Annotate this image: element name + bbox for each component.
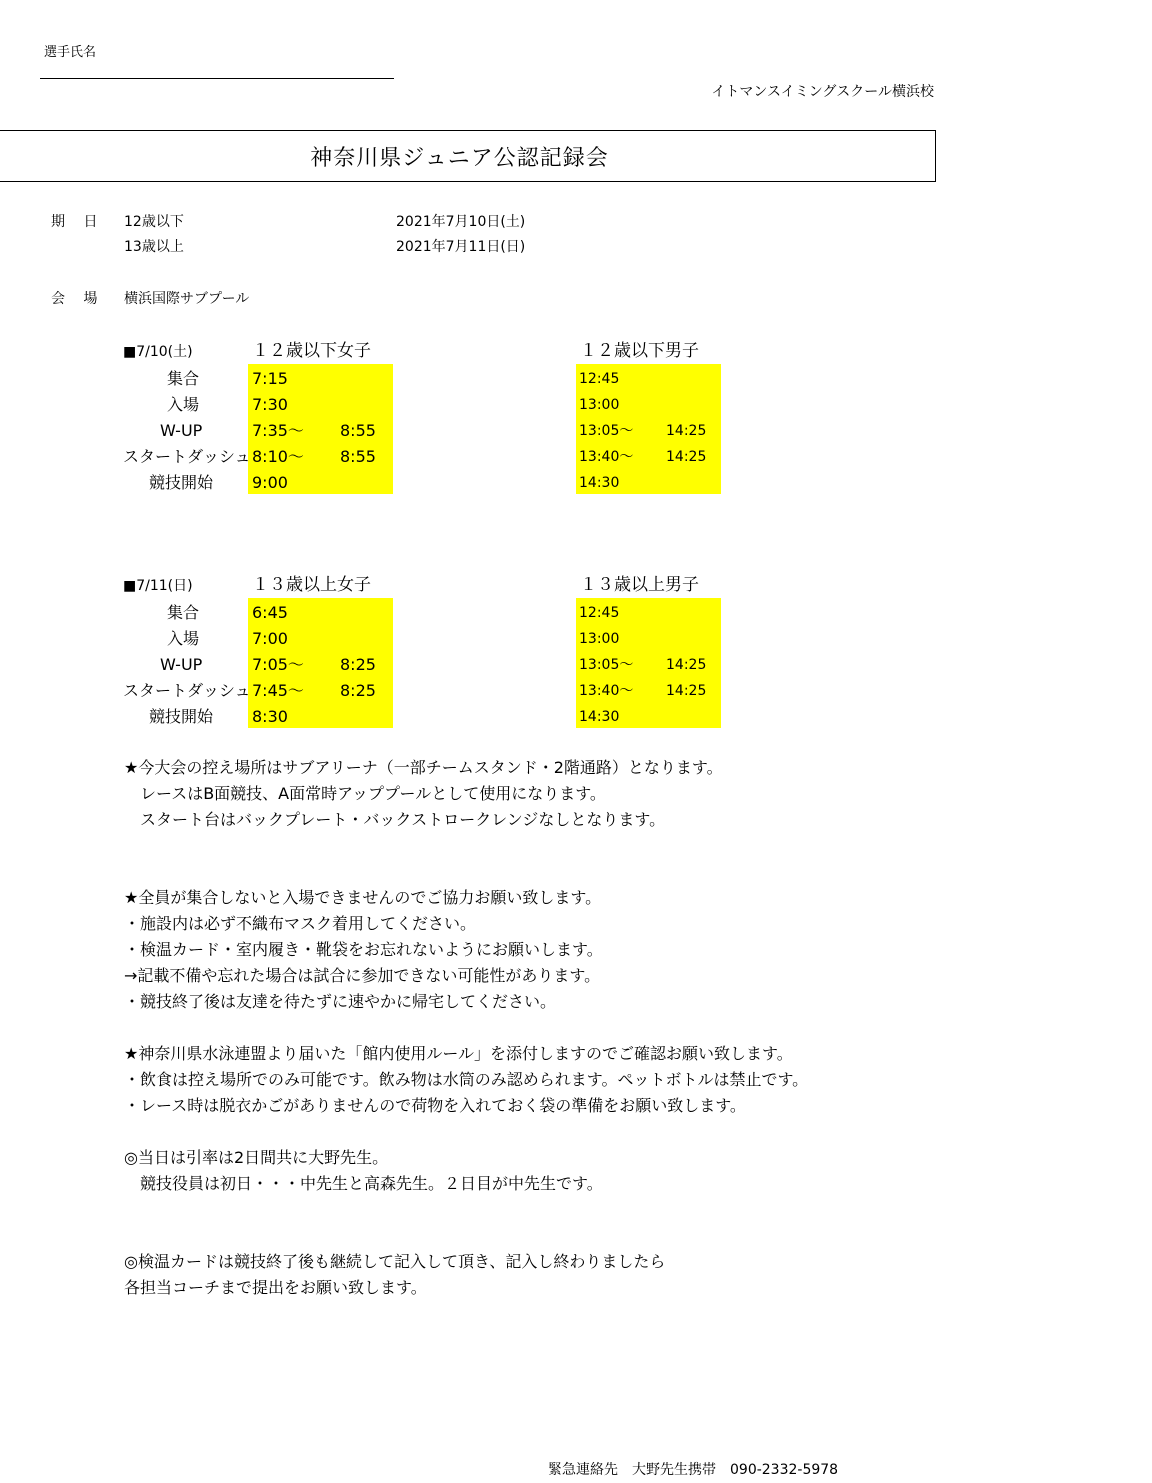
note-line: 各担当コーチまで提出をお願い致します。 xyxy=(124,1278,427,1297)
note-line: ・レース時は脱衣かごがありませんので荷物を入れておく袋の準備をお願い致します。 xyxy=(124,1096,746,1115)
day2-heading: ■7/11(日) xyxy=(123,578,193,594)
day2-row-label-race-start: 競技開始 xyxy=(149,707,214,726)
page-title: 神奈川県ジュニア公認記録会 xyxy=(310,145,609,171)
day1-left-start: 9:00 xyxy=(252,473,288,492)
day2-row-label-warmup: W-UP xyxy=(160,655,203,674)
note-line: ・競技終了後は友達を待たずに速やかに帰宅してください。 xyxy=(124,992,557,1011)
day2-left-end: 8:25 xyxy=(340,655,376,674)
day2-left-start: 8:30 xyxy=(252,707,288,726)
note-line: ・施設内は必ず不織布マスク着用してください。 xyxy=(124,914,477,933)
day1-left-start: 7:35～ xyxy=(252,421,304,440)
day2-right-end: 14:25 xyxy=(666,657,707,673)
venue-label: 会 場 xyxy=(51,291,98,307)
venue: 横浜国際サブプール xyxy=(124,291,250,307)
day1-right-start: 14:30 xyxy=(579,475,620,491)
day2-right-start: 13:40～ xyxy=(579,683,634,699)
day2-left-start: 7:00 xyxy=(252,629,288,648)
day1-right-end: 14:25 xyxy=(666,449,707,465)
day1-left-end: 8:55 xyxy=(340,447,376,466)
day1-left-start: 8:10～ xyxy=(252,447,304,466)
day1-right-start: 13:05～ xyxy=(579,423,634,439)
note-line: ・検温カード・室内履き・靴袋をお忘れないようにお願いします。 xyxy=(124,940,603,959)
day2-left-end: 8:25 xyxy=(340,681,376,700)
day1-row-label-entry: 入場 xyxy=(167,395,200,414)
day2-left-group: １３歳以上女子 xyxy=(252,575,371,595)
day1-row-label-gather: 集合 xyxy=(167,369,200,388)
day2-left-start: 7:05～ xyxy=(252,655,304,674)
note-line: ★今大会の控え場所はサブアリーナ（一部チームスタンド・2階通路）となります。 xyxy=(124,758,723,777)
note-line: →記載不備や忘れた場合は試合に参加できない可能性があります。 xyxy=(124,966,601,985)
day1-right-group: １２歳以下男子 xyxy=(580,341,699,361)
note-line: 競技役員は初日・・・中先生と高森先生。２日目が中先生です。 xyxy=(124,1174,603,1193)
note-line: ◎当日は引率は2日間共に大野先生。 xyxy=(124,1148,389,1167)
note-line: レースはB面競技、A面常時アッププールとして使用になります。 xyxy=(124,784,606,803)
day1-left-group: １２歳以下女子 xyxy=(252,341,371,361)
note-line: スタート台はバックプレート・バックストロークレンジなしとなります。 xyxy=(124,810,666,829)
date-2: 2021年7月11日(日) xyxy=(396,239,526,255)
title-box xyxy=(0,130,936,182)
note-line: ◎検温カードは競技終了後も継続して記入して頂き、記入し終わりましたら xyxy=(124,1252,666,1271)
day1-left-end: 8:55 xyxy=(340,421,376,440)
age-group-2: 13歳以上 xyxy=(124,239,184,255)
day1-row-label-race-start: 競技開始 xyxy=(149,473,214,492)
player-name-line xyxy=(40,78,394,79)
day1-right-start: 13:00 xyxy=(579,397,620,413)
note-line: ★全員が集合しないと入場できませんのでご協力お願い致します。 xyxy=(124,888,602,907)
date-1: 2021年7月10日(土) xyxy=(396,214,526,230)
day1-left-start: 7:15 xyxy=(252,369,288,388)
day2-right-start: 13:00 xyxy=(579,631,620,647)
day1-right-start: 12:45 xyxy=(579,371,620,387)
note-line: ・飲食は控え場所でのみ可能です。飲み物は水筒のみ認められます。ペットボトルは禁止です。 xyxy=(124,1070,809,1089)
day1-row-label-start-dash: スタートダッシュ xyxy=(123,447,251,466)
day2-right-end: 14:25 xyxy=(666,683,707,699)
day1-right-end: 14:25 xyxy=(666,423,707,439)
day2-right-start: 12:45 xyxy=(579,605,620,621)
day2-row-label-gather: 集合 xyxy=(167,603,200,622)
day2-row-label-start-dash: スタートダッシュ xyxy=(123,681,251,700)
date-label: 期 日 xyxy=(51,214,98,230)
day2-left-start: 7:45～ xyxy=(252,681,304,700)
day1-heading: ■7/10(土) xyxy=(123,344,193,360)
day2-right-start: 14:30 xyxy=(579,709,620,725)
day2-left-start: 6:45 xyxy=(252,603,288,622)
day2-right-start: 13:05～ xyxy=(579,657,634,673)
player-name-label: 選手氏名 xyxy=(44,45,97,60)
day1-left-start: 7:30 xyxy=(252,395,288,414)
day1-right-start: 13:40～ xyxy=(579,449,634,465)
note-line: ★神奈川県水泳連盟より届いた「館内使用ルール」を添付しますのでご確認お願い致します。 xyxy=(124,1044,793,1063)
day2-row-label-entry: 入場 xyxy=(167,629,200,648)
day1-row-label-warmup: W-UP xyxy=(160,421,203,440)
day2-right-group: １３歳以上男子 xyxy=(580,575,699,595)
emergency-contact: 緊急連絡先 大野先生携帯 090-2332-5978 xyxy=(548,1462,839,1478)
school-name: イトマンスイミングスクール横浜校 xyxy=(711,84,934,100)
age-group-1: 12歳以下 xyxy=(124,214,184,230)
